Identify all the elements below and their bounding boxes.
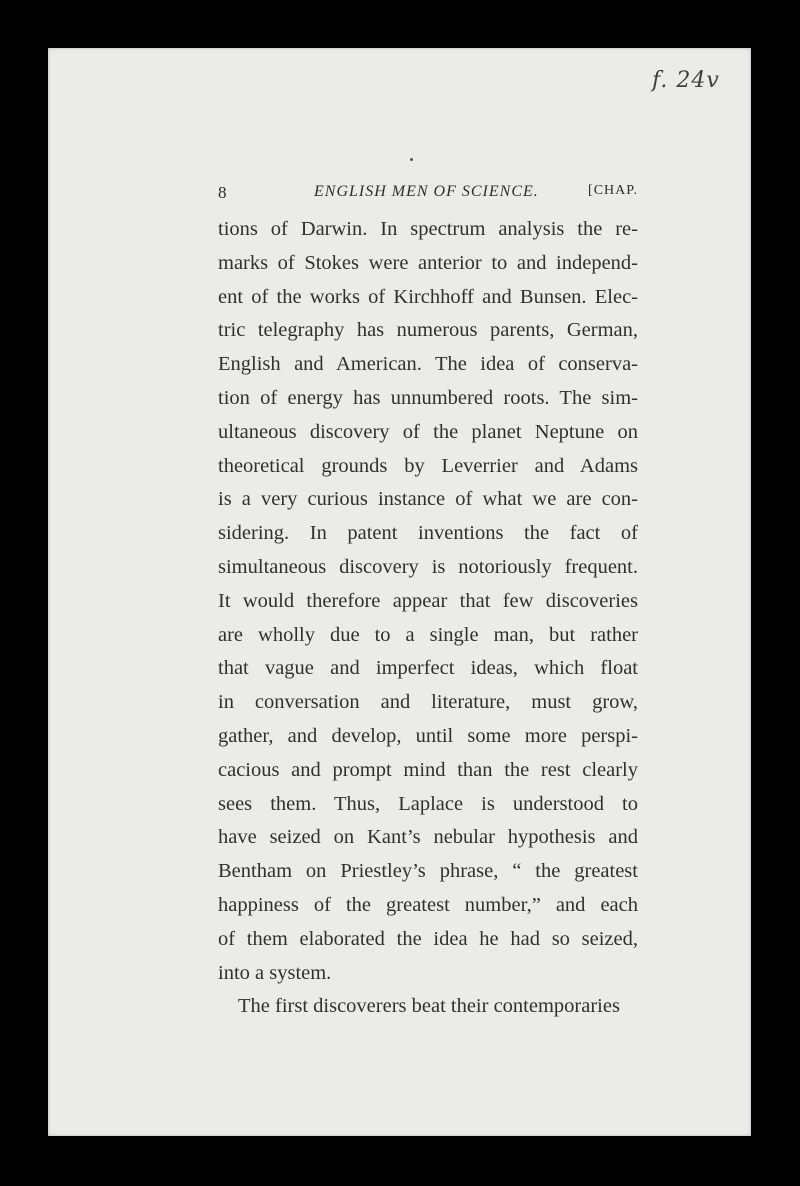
text-line: in conversation and literature, must grow, bbox=[218, 691, 638, 714]
text-line: that vague and imperfect ideas, which float bbox=[218, 657, 638, 680]
text-line: ultaneous discovery of the planet Neptune on bbox=[218, 420, 638, 443]
body-text bbox=[218, 213, 638, 1024]
text-line: is a very curious instance of what we are con- bbox=[218, 488, 638, 511]
text-line: ent of the works of Kirchhoff and Bunsen. Elec- bbox=[218, 285, 638, 308]
text-line: of them elaborated the idea he had so seized, bbox=[218, 927, 638, 950]
text-line: It would therefore appear that few discoveries bbox=[218, 589, 638, 612]
text-line: tion of energy has unnumbered roots. The sim- bbox=[218, 386, 638, 409]
text-line: tions of Darwin. In spectrum analysis the re- bbox=[218, 218, 638, 240]
text-line: simultaneous discovery is notoriously frequent. bbox=[218, 555, 638, 578]
page-number: 8 bbox=[218, 183, 227, 202]
paragraph bbox=[218, 990, 638, 1024]
text-line: The first discoverers beat their contemporaries bbox=[238, 995, 620, 1018]
text-line: cacious and prompt mind than the rest clearly bbox=[218, 758, 638, 781]
text-line: tric telegraphy has numerous parents, German, bbox=[218, 319, 638, 342]
text-line: Bentham on Priestley’s phrase, “ the greatest bbox=[218, 860, 638, 883]
text-line: sees them. Thus, Laplace is understood to bbox=[218, 792, 638, 815]
running-header bbox=[218, 183, 638, 207]
text-line: theoretical grounds by Leverrier and Adams bbox=[218, 454, 638, 477]
text-line: sidering. In patent inventions the fact of bbox=[218, 522, 638, 545]
handwritten-folio-note: f. 24v bbox=[652, 68, 720, 93]
text-line: have seized on Kant’s nebular hypothesis and bbox=[218, 826, 638, 849]
running-title: ENGLISH MEN OF SCIENCE. bbox=[314, 183, 539, 200]
text-line: into a system. bbox=[218, 961, 332, 984]
text-line: gather, and develop, until some more perspi- bbox=[218, 724, 638, 747]
text-line: happiness of the greatest number,” and each bbox=[218, 893, 638, 916]
chapter-marker: [CHAP. bbox=[588, 183, 638, 198]
ink-speck bbox=[410, 158, 413, 161]
paragraph bbox=[218, 213, 638, 990]
text-line: are wholly due to a single man, but rather bbox=[218, 623, 638, 646]
text-line: English and American. The idea of conserva- bbox=[218, 353, 638, 376]
text-line: marks of Stokes were anterior to and independ- bbox=[218, 251, 638, 274]
